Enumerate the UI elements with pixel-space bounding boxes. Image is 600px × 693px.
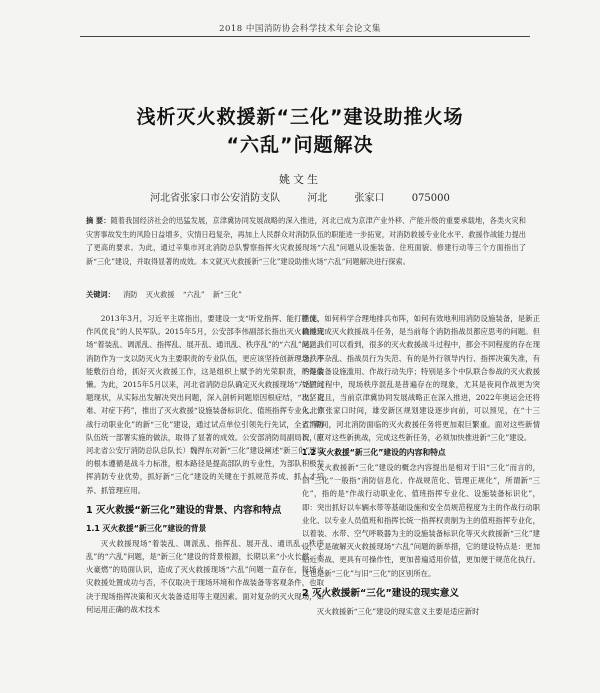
affiliation-postcode: 075000	[411, 193, 450, 204]
continuation-paragraph: 措施，如何科学合理地排兵布阵，如何有效地利用消防设施装备，是新正确地完成灭火救援战斗任务，是当前每个消防指战员都应思考的问题。但是，我们可以看到，很多的灭火救援战斗过程中，都会不同程度的存在现场秩序杂乱、指战员行为失范、有的是外行领导内行、指挥决策失准，有的是装备设施滥用、作战行动失序；特别是多个中队联合参战的灭火救援处置过程中，现场秩序混乱是普遍存在的现象，尤其是夜间作战更为突出。况且，当前京津冀协同发展战略正在深入推进，2022年奥运会还将入北京张家口时间，雄安新区规划建设逐步向前，可以预见，在“十三五”期间，河北消防面临的灭火救援任务将更加艰巨繁重。面对这些新情况，应对这些新挑战，完成这些新任务，必须加快推进新“三化”建设。	[302, 314, 540, 442]
affiliation-province: 河北	[307, 193, 328, 204]
keywords-label: 关键词：	[86, 290, 115, 299]
abstract-label: 摘 要：	[86, 216, 111, 225]
keywords	[86, 290, 526, 300]
left-column	[86, 312, 324, 616]
section-2-text: 灭火救援新“三化”建设的现实意义主要是适应新时	[316, 606, 480, 616]
abstract-text: 随着我国经济社会的迅猛发展，京津冀协同发展战略的深入推进，河北已成为京津产业外移、产能升级的重要承载地，各类火灾和灾害事故发生的风险日益增多，灾情日趋复杂，再加上人民群众对消防队伍的职能进一步拓宽，对消防救援专业化水平、救援作战能力提出了更高的要求。为此，通过辛集市河北消防总队警察指挥火灾救援现场“六乱”问题从设施装备、住班面貌、修建行动等三个方面指出了新“三化”建设，并取得显著的成效。本文就灭火救援新“三化”建设助推火场“六乱”问题解决进行探索。	[86, 216, 526, 266]
title-line-1: 浅析灭火救援新“三化”建设助推火场	[136, 106, 464, 128]
section-1-1-text: 灭火救援现场“着装乱、调派乱、指挥乱、展开乱、通讯乱、秩序乱”的“六乱”问题，是“新三化”建设的背景根源，长期以来“小火长燃、大火豪燃”的局面认识，造成了灭火救援现场“六乱”问题一直存在，每场火灾救援处置成功与否，不仅取决于现场环境和作战装备等客观条件，也取决于现场指挥决策和灭火装备适用等主观因素。面对复杂的灭火现场，如何运用正确的战术技术	[86, 538, 324, 614]
intro-paragraph: 2013年3月，习近平主席指出，要建设一支“听党指挥、能打胜仗、作风优良”的人民军队。2015年5月，公安部李伟副部长指出灭火救援现场“着装乱、调派乱、指挥乱、展开乱、通讯乱、秩序乱”的“六乱”问题。消防作为一支以防灭火为主要职责的专业队伍，更应该坚持创新理念，不能敷衍自给，抓好灭火救援工作，这是组织上赋予的光荣职责，不得偷懒。为此，2015年5月以来，河北省消防总队确定灭火救援现场“六乱”问题现状，从实际出发解决突出问题，深入剖析问题原因根症结，“攻坚克难、对症下药”，推出了灭火救援“设施装备标识化、值班指挥专业化、作战行动职业化”的新“三化”建设，通过试点单位引领先行先试，全省消防队伍统一部署实施的做法，取得了显著的成效。公安部消防局副局长（原河北省公安厅消防总队总队长）魏捍东对新“三化”建设阐述“新三化”建设的根本遵循是战斗力标准，根本路径是提高部队的专业性，为部队积极发挥消防专业优势，抓好新“三化”建设的关键在于抓规范养成、抓人才培养、抓管理应用。	[86, 314, 325, 495]
affiliation-city: 张家口	[354, 193, 385, 204]
section-1-1-heading: 1.1 灭火救援“新三化”建设的背景	[86, 523, 207, 533]
abstract	[86, 214, 526, 268]
affiliation-unit: 河北省张家口市公安消防支队	[150, 193, 281, 204]
header-rule	[80, 36, 530, 37]
section-2-heading: 2 灭火救援新“三化”建设的现实意义	[302, 587, 459, 599]
section-1-2-text: 灭火救援新“三化”建设的概念内容提出是相对于旧“三化”而言的，旧“三化”一般指“消防信息化、作战规范化、管理正规化”，所谓新“三化”，指的是“作战行动职业化、值班指挥专业化、设施装备标识化”，即：突出抓好以车辆水带等基础设施和安全员规范程度为主的作战行动职业化、以专业人员值班和指挥长统一指挥权责制为主的值班指挥专业化，以着装、水带、空气呼吸器为主的设施装备标识化等灭火救援新“三化”建设，它是破解灭火救援现场“六乱”问题的新举措，它的建设特点是：更加贴近实战、更具有可操作性，更加普遍适用价值，更加便于规范化执行。这也是新“三化”与旧“三化”的区别所在。	[302, 463, 540, 578]
section-1-2-heading: 1.2 灭火救援“新三化”建设的内容和特点	[302, 448, 446, 458]
section-1-heading: 1 灭火救援“新三化”建设的背景、内容和特点	[86, 504, 282, 516]
author: 姚文生	[279, 173, 321, 186]
running-header: 2018 中国消防协会科学技术年会论文集	[219, 24, 381, 34]
keyword: 消防	[123, 290, 138, 299]
keyword: “六乱”	[182, 290, 205, 299]
title-line-2: “六乱”问题解决	[226, 134, 374, 156]
keyword: 新“三化”	[212, 290, 242, 299]
right-column	[302, 312, 540, 618]
keyword: 灭火救援	[145, 290, 175, 299]
affiliation	[0, 189, 600, 204]
